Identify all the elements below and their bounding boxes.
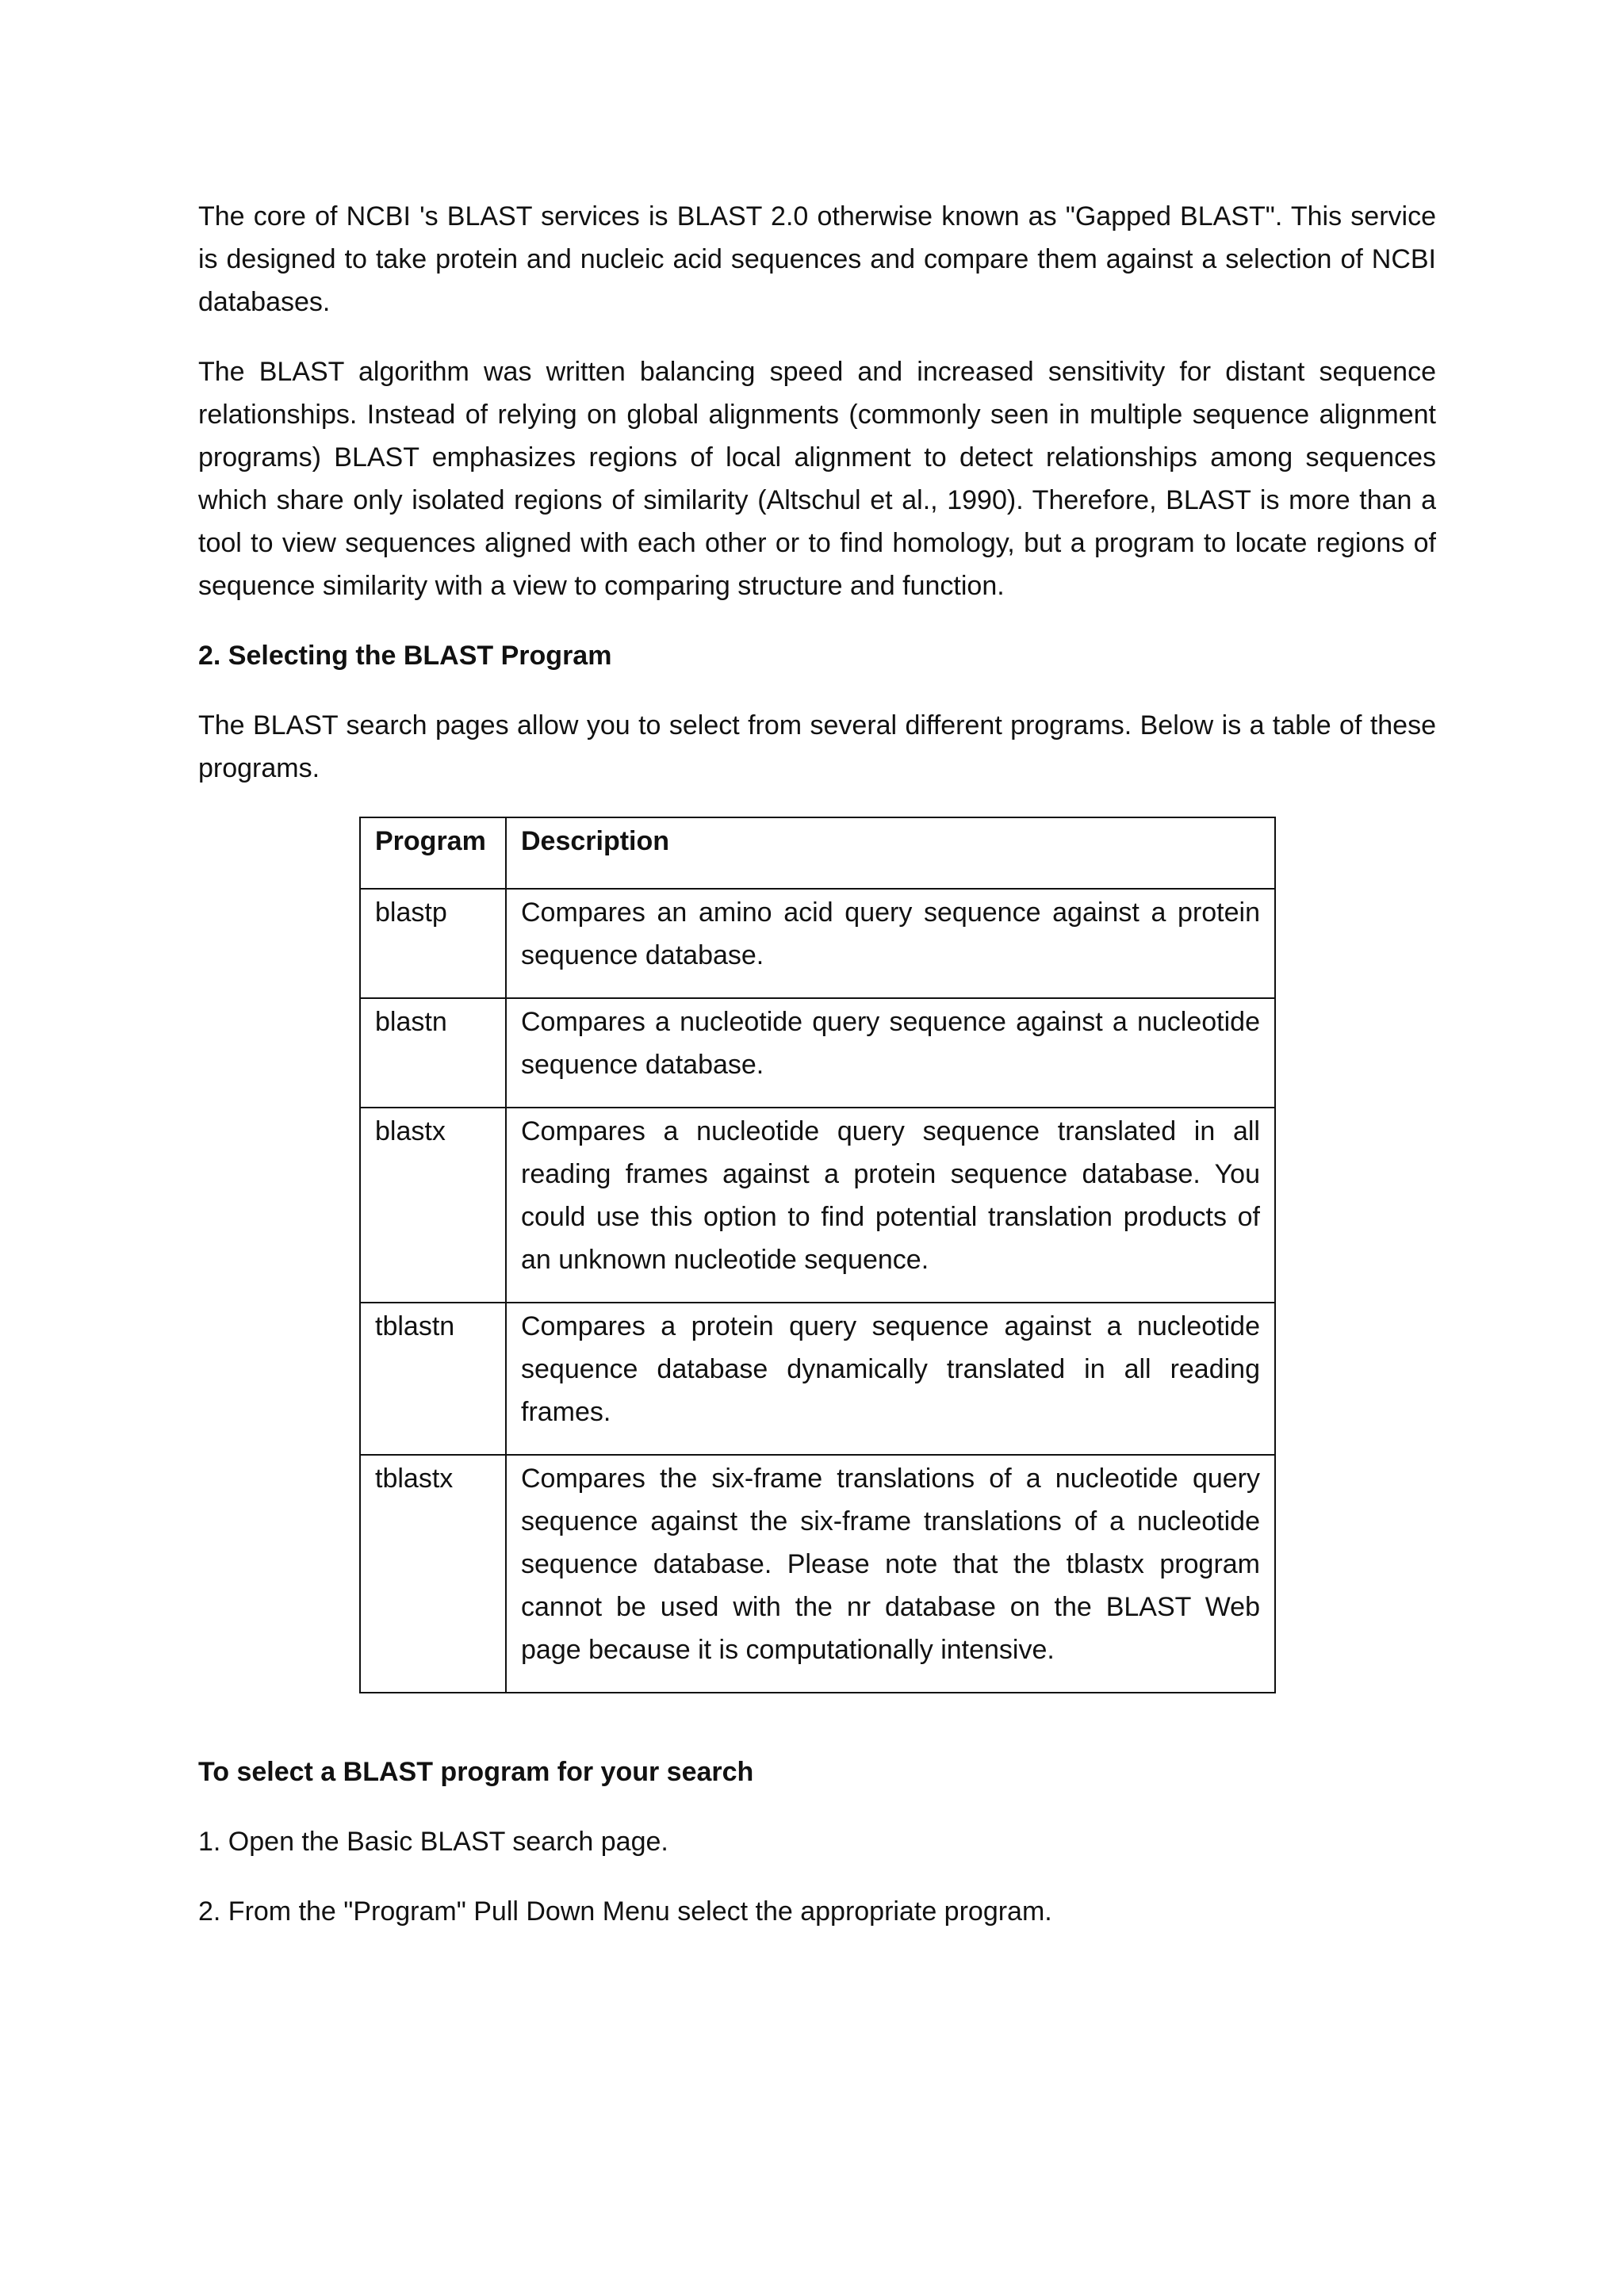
- description-cell: Compares a protein query sequence against a nucleotide sequence database dynamically translated in all reading frames.: [506, 1303, 1275, 1455]
- table-row: [360, 1455, 1275, 1693]
- select-heading: To select a BLAST program for your search: [198, 1757, 754, 1787]
- section-intro: The BLAST search pages allow you to select from several different programs. Below is a table of these programs.: [198, 710, 1436, 783]
- header-description: Description: [506, 817, 1275, 889]
- description-cell: Compares a nucleotide query sequence translated in all reading frames against a protein sequence database. You could use this option to find potential translation products of an unknown nucleotide sequence.: [506, 1108, 1275, 1303]
- table-row: [360, 1303, 1275, 1455]
- description-cell: Compares a nucleotide query sequence against a nucleotide sequence database.: [506, 998, 1275, 1108]
- spacer: [198, 1693, 1436, 1751]
- header-program: Program: [360, 817, 506, 889]
- step-item: 1. Open the Basic BLAST search page.: [198, 1827, 668, 1857]
- program-cell: blastn: [360, 998, 506, 1108]
- intro-paragraph: The core of NCBI 's BLAST services is BLAST 2.0 otherwise known as "Gapped BLAST". This service is designed to take protein and nucleic acid sequences and compare them against a selection of NCBI databases.: [198, 201, 1436, 317]
- program-cell: tblastx: [360, 1455, 506, 1693]
- table-row: [360, 998, 1275, 1108]
- description-cell: Compares the six-frame translations of a nucleotide query sequence against the six-frame translations of a nucleotide sequence database. Please note that the tblastx program cannot be used with the nr database on the BLAST Web page because it is computationally intensive.: [506, 1455, 1275, 1693]
- document-page: [198, 195, 1436, 1960]
- algorithm-paragraph: The BLAST algorithm was written balancing speed and increased sensitivity for distant sequence relationships. Instead of relying on global alignments (commonly seen in multiple sequence alignment programs) BLAST emphasizes regions of local alignment to detect relationships among sequences which share only isolated regions of similarity (Altschul et al., 1990). Therefore, BLAST is more than a tool to view sequences aligned with each other or to find homology, but a program to locate regions of sequence similarity with a view to comparing structure and function.: [198, 357, 1436, 601]
- step-item: 2. From the "Program" Pull Down Menu select the appropriate program.: [198, 1896, 1052, 1927]
- program-cell: blastp: [360, 889, 506, 998]
- programs-table-wrap: [359, 817, 1276, 1693]
- section-heading: 2. Selecting the BLAST Program: [198, 641, 612, 671]
- program-cell: tblastn: [360, 1303, 506, 1455]
- table-row: [360, 1108, 1275, 1303]
- program-cell: blastx: [360, 1108, 506, 1303]
- table-row: [360, 889, 1275, 998]
- description-cell: Compares an amino acid query sequence against a protein sequence database.: [506, 889, 1275, 998]
- programs-table: [359, 817, 1276, 1693]
- table-header-row: [360, 817, 1275, 889]
